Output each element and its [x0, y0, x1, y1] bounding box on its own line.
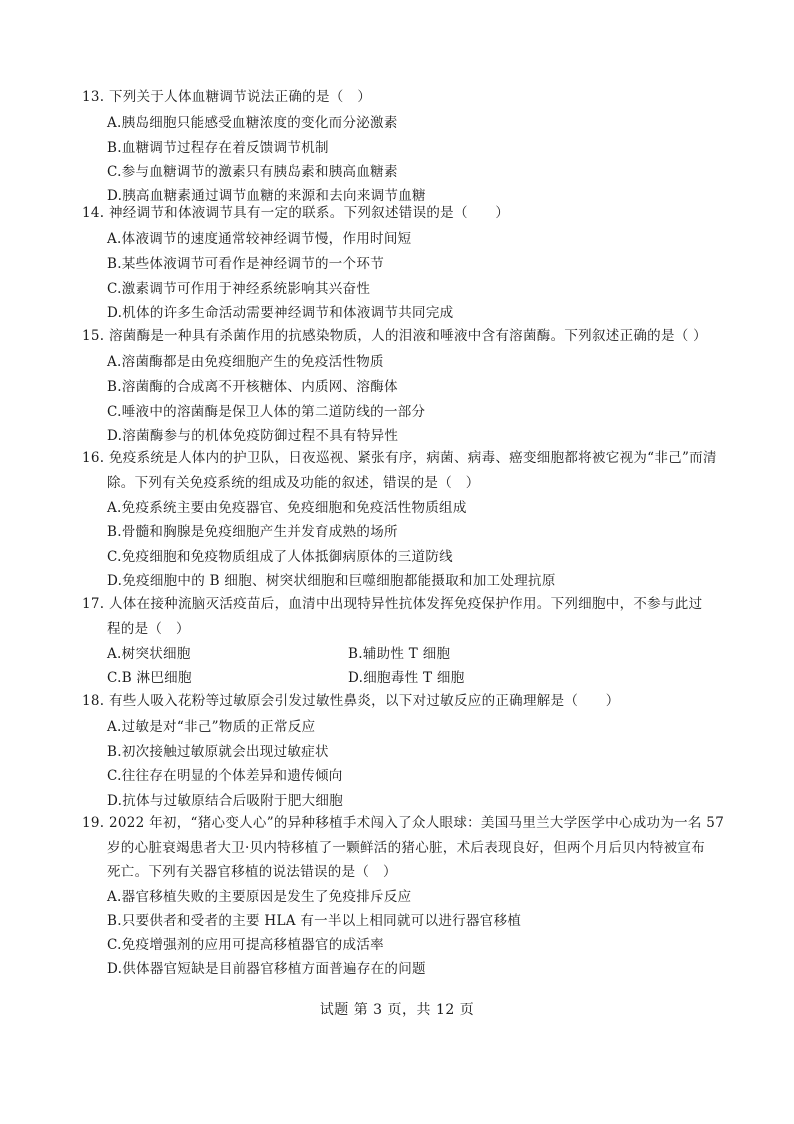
- question-17-option-a: A.树突状细胞: [107, 646, 191, 662]
- question-number: 14.: [82, 205, 105, 221]
- question-19-option-c: C.免疫增强剂的应用可提高移植器官的成活率: [107, 937, 384, 953]
- question-text: 人体在接种流脑灭活疫苗后，血清中出现特异性抗体发挥免疫保护作用。下列细胞中，不参与此过: [108, 596, 703, 612]
- question-text: 免疫系统是人体内的护卫队，日夜巡视、紧张有序，病菌、病毒、癌变细胞都将被它视为“非己”而清: [108, 450, 717, 466]
- question-17-stem-cont: 程的是（ ）: [107, 621, 190, 637]
- question-text: 溶菌酶是一种具有杀菌作用的抗感染物质，人的泪液和唾液中含有溶菌酶。下列叙述正确的是（ ）: [108, 328, 707, 344]
- question-text: 神经调节和体液调节具有一定的联系。下列叙述错误的是（ ）: [108, 205, 510, 221]
- question-text: 下列关于人体血糖调节说法正确的是（ ）: [108, 89, 372, 105]
- question-number: 19.: [82, 815, 105, 831]
- question-16-option-d: D.免疫细胞中的 B 细胞、树突状细胞和巨噬细胞都能摄取和加工处理抗原: [107, 573, 556, 589]
- question-15-option-b: B.溶菌酶的合成离不开核糖体、内质网、溶酶体: [107, 379, 398, 395]
- question-number: 15.: [82, 328, 105, 344]
- question-text: 2022 年初，“猪心变人心”的异种移植手术闯入了众人眼球：美国马里兰大学医学中心成功为一名 57: [108, 815, 725, 831]
- question-16-option-a: A.免疫系统主要由免疫器官、免疫细胞和免疫活性物质组成: [107, 500, 467, 516]
- question-15-option-c: C.唾液中的溶菌酶是保卫人体的第二道防线的一部分: [107, 404, 426, 420]
- question-18-option-a: A.过敏是对“非己”物质的正常反应: [107, 719, 316, 735]
- question-15-option-d: D.溶菌酶参与的机体免疫防御过程不具有特异性: [107, 428, 399, 444]
- question-19-option-d: D.供体器官短缺是目前器官移植方面普遍存在的问题: [107, 961, 426, 977]
- question-15-option-a: A.溶菌酶都是由免疫细胞产生的免疫活性物质: [107, 354, 384, 370]
- question-18-option-d: D.抗体与过敏原结合后吸附于肥大细胞: [107, 793, 344, 809]
- question-17-option-c: C.B 淋巴细胞: [107, 670, 192, 686]
- question-17-option-b: B.辅助性 T 细胞: [348, 646, 451, 662]
- question-14-option-a: A.体液调节的速度通常较神经调节慢，作用时间短: [107, 231, 412, 247]
- question-19-stem-cont-1: 岁的心脏衰竭患者大卫·贝内特移植了一颗鲜活的猪心脏，术后表现良好，但两个月后贝内特被宣布: [107, 840, 705, 856]
- question-16-stem: [82, 449, 717, 467]
- question-text: 有些人吸入花粉等过敏原会引发过敏性鼻炎，以下对过敏反应的正确理解是（ ）: [108, 693, 620, 709]
- question-18-stem: [82, 692, 620, 710]
- question-number: 18.: [82, 693, 105, 709]
- question-number: 17.: [82, 596, 105, 612]
- question-19-option-a: A.器官移植失败的主要原因是发生了免疫排斥反应: [107, 889, 412, 905]
- question-13-option-a: A.胰岛细胞只能感受血糖浓度的变化而分泌激素: [107, 115, 398, 131]
- question-14-option-b: B.某些体液调节可看作是神经调节的一个环节: [107, 256, 385, 272]
- question-13-option-d: D.胰高血糖素通过调节血糖的来源和去向来调节血糖: [107, 188, 426, 204]
- question-14-option-c: C.激素调节可作用于神经系统影响其兴奋性: [107, 281, 371, 297]
- question-14-option-d: D.机体的许多生命活动需要神经调节和体液调节共同完成: [107, 305, 454, 321]
- page-footer: 试题 第 3 页，共 12 页: [319, 1002, 475, 1018]
- question-16-option-c: C.免疫细胞和免疫物质组成了人体抵御病原体的三道防线: [107, 549, 453, 565]
- question-17-option-d: D.细胞毒性 T 细胞: [348, 670, 465, 686]
- question-13-option-c: C.参与血糖调节的激素只有胰岛素和胰高血糖素: [107, 164, 398, 180]
- question-number: 16.: [82, 450, 105, 466]
- question-19-stem: [82, 814, 724, 832]
- question-18-option-b: B.初次接触过敏原就会出现过敏症状: [107, 744, 329, 760]
- question-13-option-b: B.血糖调节过程存在着反馈调节机制: [107, 140, 329, 156]
- question-13-stem: [82, 88, 371, 106]
- question-16-stem-cont: 除。下列有关免疫系统的组成及功能的叙述，错误的是（ ）: [107, 475, 480, 491]
- question-18-option-c: C.往往存在明显的个体差异和遗传倾向: [107, 768, 343, 784]
- question-16-option-b: B.骨髓和胸腺是免疫细胞产生并发育成熟的场所: [107, 524, 398, 540]
- question-17-stem: [82, 595, 702, 613]
- question-14-stem: [82, 204, 509, 222]
- question-19-option-b: B.只要供者和受者的主要 HLA 有一半以上相同就可以进行器官移植: [107, 913, 522, 929]
- question-15-stem: [82, 327, 707, 345]
- question-number: 13.: [82, 89, 105, 105]
- question-19-stem-cont-2: 死亡。下列有关器官移植的说法错误的是（ ）: [107, 864, 397, 880]
